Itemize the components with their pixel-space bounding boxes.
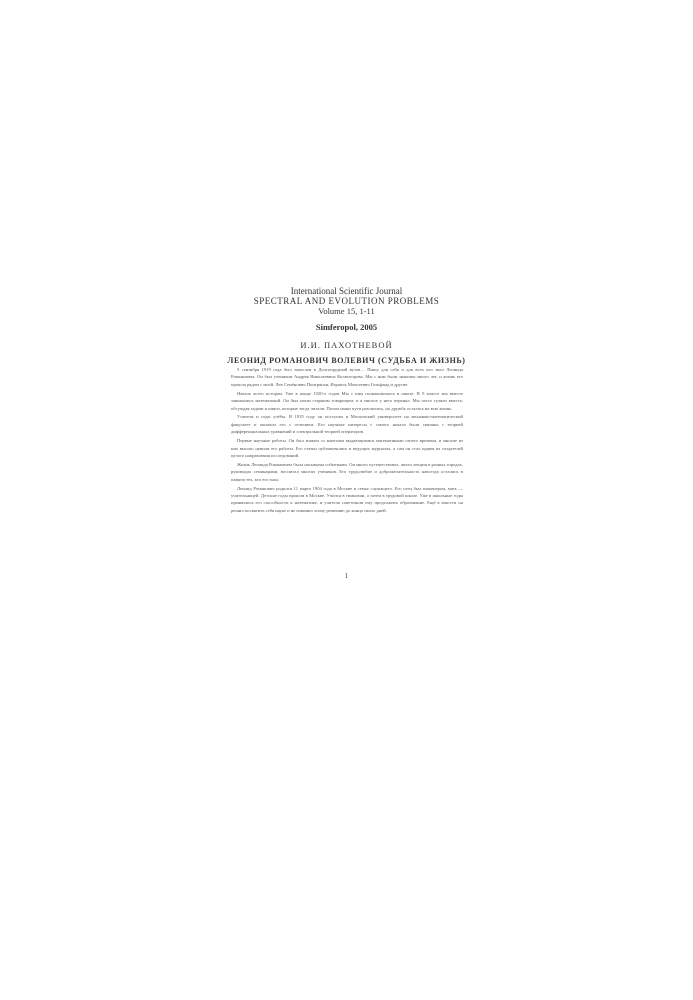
city-year: Simferopol, 2005 (315, 322, 378, 332)
paragraph: Начало всего истории. Уже в конце 1920-х годов Мы с ним познакомились в школе. В 9 классе мы вместе занимались математикой. Он был моим старшим товарищем, и я многое у него перенял. Мы часто гуляли вместе, обсуждая задачи и книги, которые тогда читали. Потом наши пути разошлись, но дружба осталась на всю жизнь. (231, 390, 463, 411)
page-number: 1 (344, 572, 349, 580)
journal-name: International Scientific Journal (290, 286, 403, 296)
paragraph: Леонид Романович родился 11 марта 1904 года в Москве в семье служащего. Его отец был инженером, мать — учительницей. Детские годы прошли в Москве. Учился в гимназии, а затем в трудовой школе. Уже в школьные годы проявились его способности к математике, и учителя советовали ему продолжить образование. Ещё в юности он решил посвятить себя науке и не изменил этому решению до конца своих дней. (231, 485, 463, 513)
paragraph: 5 сентября 1919 года был зачислен в Долгопрудный вузов… Пишу для себя и для всех кто знал Леонида Романовича. Он был учеником Андрея Николаевича Колмогорова. Мы с ним были знакомы много лет, и жизнь его прошла рядом с моей. Лев Семёнович Понтрягин, Израиль Моисеевич Гельфанд и другие. (231, 367, 463, 387)
journal-series: SPECTRAL AND EVOLUTION PROBLEMS (253, 296, 440, 306)
article-body (231, 366, 463, 516)
volume-info: Volume 15, 1-11 (318, 306, 375, 316)
author-name: И.И. ПАХОТНЕВОЙ (300, 340, 393, 350)
paper-header (0, 286, 693, 366)
paragraph: Жизнь Леонида Романовича была насыщена событиями. Он много путешествовал, читал лекции в разных городах, руководил семинарами, воспитал многих учеников. Его трудолюбие и доброжелательность навсегда остались в памяти тех, кто его знал. (231, 461, 463, 482)
article-title: ЛЕОНИД РОМАНОВИЧ ВОЛЕВИЧ (СУДЬБА И ЖИЗНЬ) (227, 356, 466, 365)
paragraph: Учителя и годы учёбы. В 1935 году он поступил в Московский университет на механико-математический факультет и окончил его с отличием. Его научные интересы с самого начала были связаны с теорией дифференциальных уравнений и спектральной теорией операторов. (231, 414, 463, 435)
paragraph: Первые научные работы. Он был знаком со многими выдающимися математиками своего времени, и многие из них высоко ценили его работы. Его статьи публиковались в ведущих журналах, а сам он стал одним из создателей целого направления исследований. (231, 438, 463, 458)
